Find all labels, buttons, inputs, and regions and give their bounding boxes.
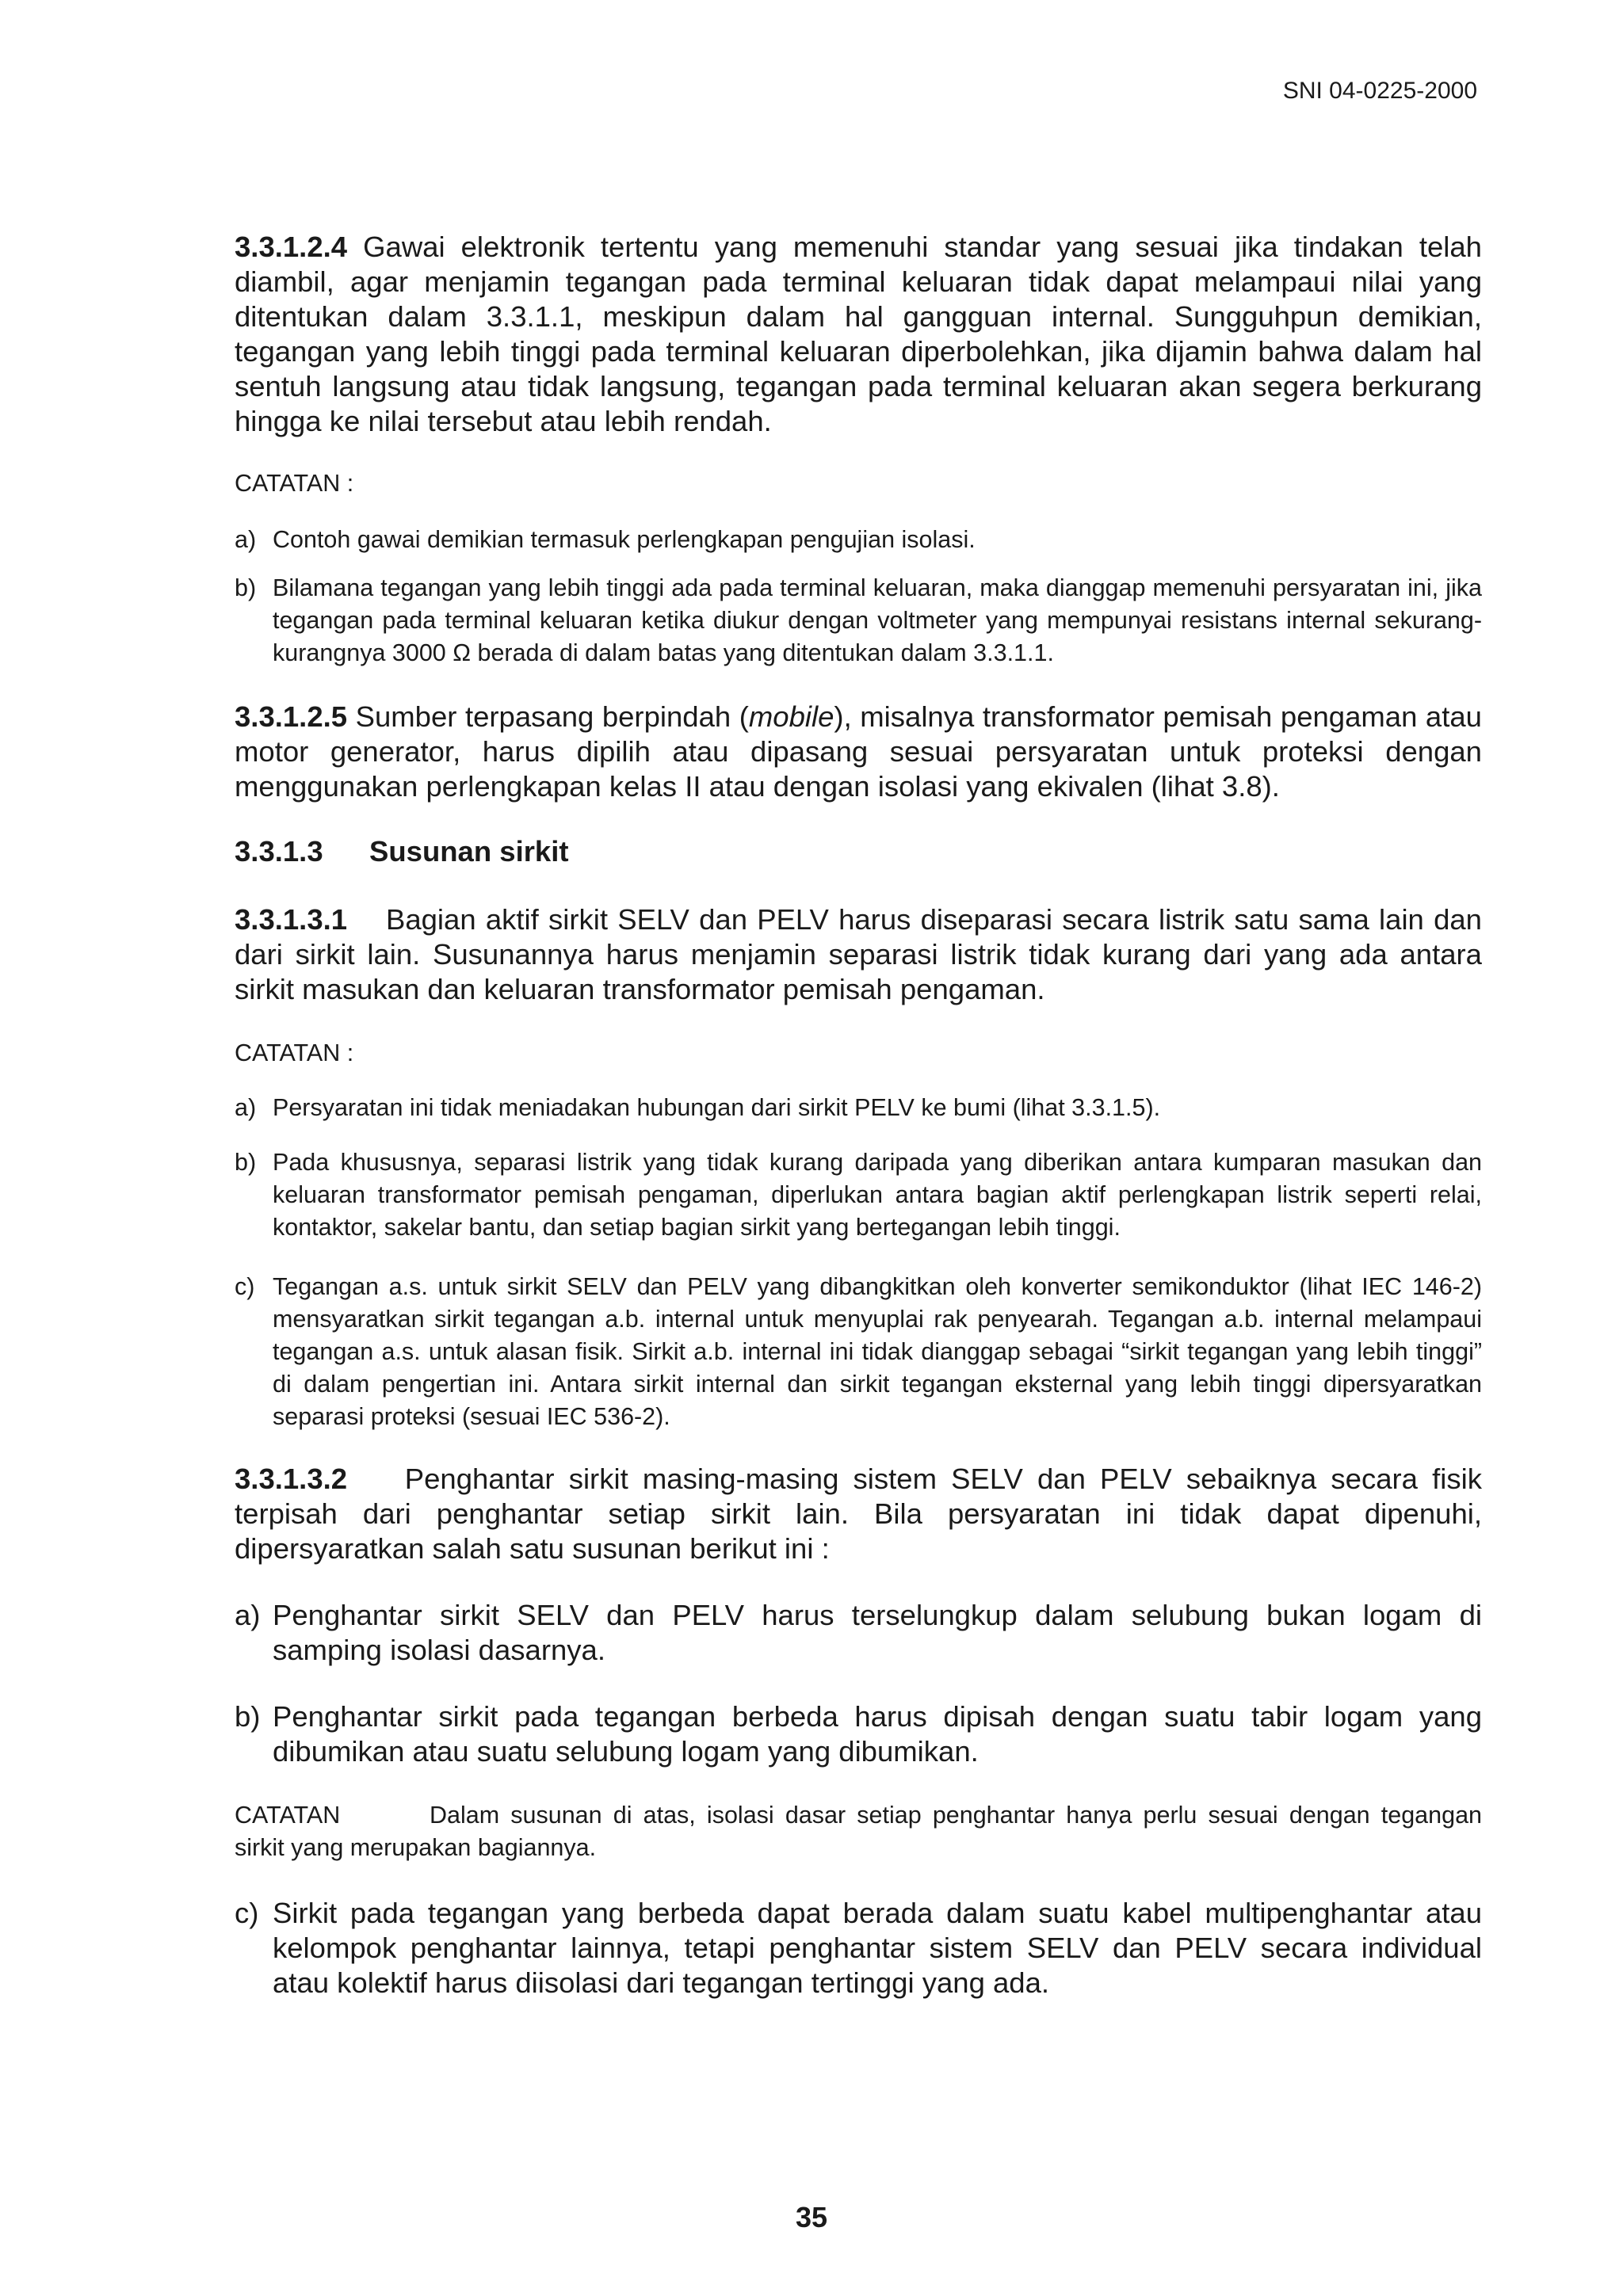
document-code: SNI 04-0225-2000 — [1282, 78, 1477, 104]
list-item-label: a) — [235, 1599, 261, 1631]
clause-text-end: ), misalnya transformator pemisah pengaman atau motor generator, harus dipilih atau dipasang sesuai persyaratan untuk proteksi dengan menggunakan perlengkapan kelas II atau dengan isolasi yang ekivalen (lihat 3.8). — [235, 700, 1482, 803]
note-item-label: a) — [235, 526, 257, 553]
clause-number: 3.3.1.3.1 — [235, 903, 348, 936]
clause-number: 3.3.1.2.4 — [235, 231, 348, 263]
section-title: Susunan sirkit — [369, 835, 569, 868]
note-item-b — [235, 1146, 1482, 1244]
clause-number: 3.3.1.2.5 — [235, 700, 348, 733]
note-label: CATATAN : — [235, 1039, 354, 1066]
list-item-a — [235, 1598, 1482, 1668]
note-item-a — [235, 524, 1482, 556]
note-label: CATATAN : — [235, 470, 354, 497]
clause-text-italic: mobile — [748, 700, 834, 733]
inline-note — [235, 1799, 1482, 1864]
note-item-label: a) — [235, 1094, 257, 1121]
note-item-text: Pada khususnya, separasi listrik yang tidak kurang daripada yang diberikan antara kumparan masukan dan keluaran transformator pemisah pengaman, diperlukan antara bagian aktif perlengkapan listrik seperti relai, kontaktor, sakelar bantu, dan setiap bagian sirkit yang bertegangan lebih tinggi. — [273, 1149, 1482, 1241]
note-label: CATATAN — [235, 1802, 341, 1829]
clause-text-start: Sumber terpasang berpindah ( — [355, 700, 749, 733]
note-item-text: Contoh gawai demikian termasuk perlengkapan pengujian isolasi. — [273, 526, 976, 553]
clause-text: Penghantar sirkit masing-masing sistem SELV dan PELV sebaiknya secara fisik terpisah dari penghantar setiap sirkit lain. Bila persyaratan ini tidak dapat dipenuhi, dipersyaratkan salah satu susunan berikut ini : — [235, 1463, 1482, 1565]
clause-3-3-1-3-2 — [235, 1462, 1482, 1566]
clause-text: Gawai elektronik tertentu yang memenuhi standar yang sesuai jika tindakan telah diambil, agar menjamin tegangan pada terminal keluaran tidak dapat melampaui nilai yang ditentukan dalam 3.3.1.1, meskipun dalam hal gangguan internal. Sungguhpun demikian, tegangan yang lebih tinggi pada terminal keluaran diperbolehkan, jika dijamin bahwa dalam hal sentuh langsung atau tidak langsung, tegangan pada terminal keluaran akan segera berkurang hingga ke nilai tersebut atau lebih rendah. — [235, 231, 1482, 437]
clause-number: 3.3.1.3.2 — [235, 1463, 348, 1495]
clause-3-3-1-2-4 — [235, 230, 1482, 439]
section-number: 3.3.1.3 — [235, 835, 323, 868]
note-item-a — [235, 1092, 1482, 1124]
list-item-label: c) — [235, 1897, 259, 1929]
clause-3-3-1-3-1 — [235, 902, 1482, 1007]
note-text: Dalam susunan di atas, isolasi dasar setiap penghantar hanya perlu sesuai dengan tegangan sirkit yang merupakan bagiannya. — [235, 1802, 1482, 1861]
note-item-c — [235, 1271, 1482, 1433]
note-item-text: Persyaratan ini tidak meniadakan hubungan dari sirkit PELV ke bumi (lihat 3.3.1.5). — [273, 1094, 1161, 1121]
list-item-text: Penghantar sirkit SELV dan PELV harus terselungkup dalam selubung bukan logam di samping isolasi dasarnya. — [273, 1599, 1482, 1666]
page-content — [235, 230, 1482, 2000]
page-number: 35 — [795, 2201, 828, 2233]
list-item-label: b) — [235, 1700, 261, 1733]
list-item-c — [235, 1896, 1482, 2000]
list-item-text: Sirkit pada tegangan yang berbeda dapat berada dalam suatu kabel multipenghantar atau kelompok penghantar lainnya, tetapi penghantar sistem SELV dan PELV secara individual atau kolektif harus diisolasi dari tegangan tertinggi yang ada. — [273, 1897, 1482, 1999]
section-heading-3-3-1-3 — [235, 834, 1482, 869]
list-item-text: Penghantar sirkit pada tegangan berbeda harus dipisah dengan suatu tabir logam yang dibumikan atau suatu selubung logam yang dibumikan. — [273, 1700, 1482, 1768]
clause-text: Bagian aktif sirkit SELV dan PELV harus diseparasi secara listrik satu sama lain dan dari sirkit lain. Susunannya harus menjamin separasi listrik tidak kurang dari yang ada antara sirkit masukan dan keluaran transformator pemisah pengaman. — [235, 903, 1482, 1005]
note-item-b — [235, 572, 1482, 669]
list-item-b — [235, 1699, 1482, 1769]
note-item-label: c) — [235, 1273, 255, 1300]
note-item-text: Tegangan a.s. untuk sirkit SELV dan PELV yang dibangkitkan oleh konverter semikonduktor (lihat IEC 146-2) mensyaratkan sirkit tegangan a.b. internal untuk menyuplai rak penyearah. Tegangan a.b. internal melampaui tegangan a.s. untuk alasan fisik. Sirkit a.b. internal ini tidak dianggap sebagai “sirkit tegangan yang lebih tinggi” di dalam pengertian ini. Antara sirkit internal dan sirkit tegangan eksternal yang lebih tinggi dipersyaratkan separasi proteksi (sesuai IEC 536-2). — [273, 1273, 1482, 1430]
note-item-label: b) — [235, 574, 257, 601]
clause-3-3-1-2-5 — [235, 700, 1482, 804]
note-item-text: Bilamana tegangan yang lebih tinggi ada pada terminal keluaran, maka dianggap memenuhi persyaratan ini, jika tegangan pada terminal keluaran ketika diukur dengan voltmeter yang mempunyai resistans internal sekurang-kurangnya 3000 Ω berada di dalam batas yang ditentukan dalam 3.3.1.1. — [273, 574, 1482, 666]
note-item-label: b) — [235, 1149, 257, 1176]
